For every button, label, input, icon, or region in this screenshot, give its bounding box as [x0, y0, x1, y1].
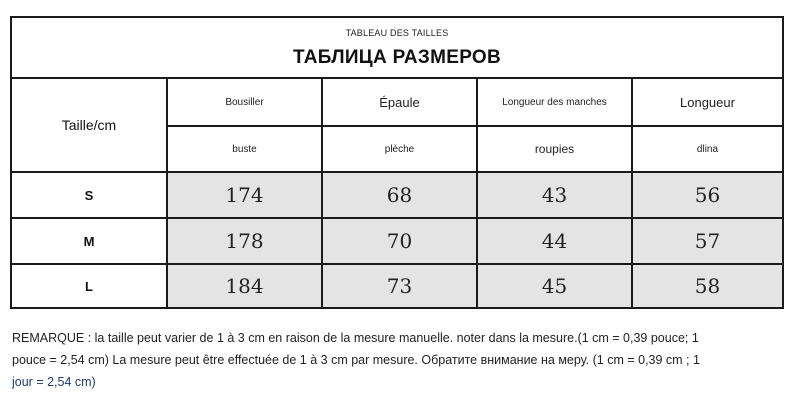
size-label-s: S: [84, 187, 94, 203]
size-label-l: L: [85, 278, 93, 294]
grid-line: [166, 125, 782, 127]
col-header-bottom-1: buste: [232, 143, 257, 155]
value-cell: 174: [168, 173, 321, 217]
grid-line: [12, 171, 782, 173]
note-line-3: jour = 2,54 cm): [12, 375, 96, 389]
grid-line: [12, 263, 782, 265]
value-cell: 68: [323, 173, 476, 217]
table-title-block: [12, 18, 782, 79]
col-header-bottom-3: roupies: [534, 142, 575, 156]
col-header-top-1: Bousiller: [225, 96, 264, 108]
value-cell: 45: [478, 265, 631, 307]
value-cell: 58: [633, 265, 782, 307]
table-title-main: ТАБЛИЦА РАЗМЕРОВ: [292, 47, 502, 68]
value-cell: 43: [478, 173, 631, 217]
grid-line: [166, 79, 168, 309]
col-header-top-2: Épaule: [379, 94, 420, 110]
note-line-2: pouce = 2,54 cm) La mesure peut être effectuée de 1 à 3 cm par mesure. Обратите внимание на меру. (1 cm = 0,39 cm ; 1: [12, 353, 700, 367]
col-header-top-3: Longueur des manches: [502, 96, 607, 108]
col-header-top-4: Longueur: [680, 94, 735, 110]
note-line-1: REMARQUE : la taille peut varier de 1 à 3 cm en raison de la mesure manuelle. noter dans la mesure.(1 cm = 0,39 pouce; 1: [12, 331, 699, 345]
size-table: [10, 16, 784, 309]
value-cell: 44: [478, 219, 631, 263]
table-title-small: TABLEAU DES TAILLES: [345, 28, 449, 38]
grid-line: [321, 79, 323, 309]
col-header-bottom-2: plèche: [384, 143, 415, 155]
value-cell: 70: [323, 219, 476, 263]
value-cell: 184: [168, 265, 321, 307]
grid-line: [12, 217, 782, 219]
value-cell: 56: [633, 173, 782, 217]
value-cell: 57: [633, 219, 782, 263]
value-cell: 178: [168, 219, 321, 263]
value-cell: 73: [323, 265, 476, 307]
col-header-bottom-4: dlina: [696, 143, 719, 155]
grid-line: [476, 79, 478, 309]
size-label-m: M: [83, 233, 95, 249]
row-header-label: Taille/cm: [61, 117, 117, 133]
grid-line: [631, 79, 633, 309]
